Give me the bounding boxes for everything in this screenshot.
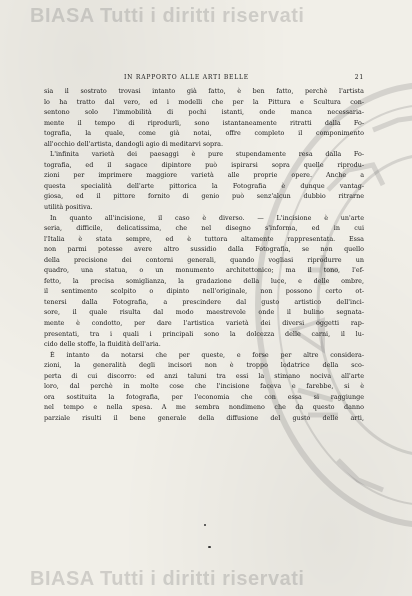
text-line: tografia, la quale, come già notai, offre completo il componimento [44, 129, 364, 138]
text-line: sia il sostrato trovasi intanto già fatto, è ben fatto, perchè l'artista [44, 87, 364, 95]
paragraph [44, 350, 364, 424]
text-line: È intanto da notarsi che per queste, e forse per altre considera- [50, 350, 364, 359]
text-line: zioni per imprimere maggiore varietà alle proprie opere. Anche a [44, 171, 364, 180]
text-line: giosa, ed il pittore fornito di genio può senz'alcun dubbio ritrarne [44, 192, 364, 201]
body-text [44, 86, 364, 424]
text-line: mente è condotto, per dare l'artistica varietà dei diversi oggetti rap- [44, 319, 364, 328]
text-line: perta di cui discorro: ed anzi taluni tra essi la stimano nociva all'arte [44, 371, 364, 380]
text-line: utilità positiva. [44, 203, 93, 212]
paragraph [44, 149, 364, 212]
text-line: non parmi potesse avere altro sussidio dalla Fotografia, se non quello [44, 245, 364, 254]
text-line: questa specialità dell'arte pittorica la Fotografia è dunque vantag- [44, 181, 364, 190]
text-line: l'Italia è stata sempre, ed è tuttora altamente rappresentata. Essa [44, 234, 364, 243]
text-line: lo ha tratto dal vero, ed i modelli che per la Pittura e Scultura con- [44, 97, 364, 106]
watermark-top: BIASA Tutti i diritti riservati [30, 5, 305, 27]
text-line: quadro, una statua, o un monumento architettonico; ma il tono, l'ef- [44, 266, 364, 275]
text-line: ora sostituita la fotografia, per l'economia che con essa si raggiunge [44, 392, 364, 401]
text-line: L'infinita varietà dei paesaggi è pure stupendamente resa dalla Fo- [50, 150, 364, 159]
text-line: sore, il quale risulta dal modo maestrevole onde il bulino segnata- [44, 308, 364, 317]
text-line: presentati, tra i quali i principali sono la dolcezza delle carni, il lu- [44, 329, 364, 338]
page-number: 21 [354, 74, 364, 81]
text-line: tografia, ed il sagace dipintore può ispirarsi sopra quelle riprodu- [44, 160, 364, 169]
scan-speck [204, 524, 206, 526]
running-title: IN RAPPORTO ALLE ARTI BELLE [124, 74, 249, 81]
text-line: seria, difficile, delicatissima, che nel disegno s'informa, ed in cui [44, 224, 364, 233]
scan-speck [208, 546, 211, 548]
text-line: nel tempo e nella spesa. A me sembra nondimeno che da questo danno [44, 403, 364, 412]
paragraph [44, 86, 364, 149]
text-line: sentono solo l'immobilità di pochi istanti, onde manca necessaria- [44, 108, 364, 117]
text-line: zioni, la generalità degli incisori non è troppo lodatrice della sco- [44, 361, 364, 370]
text-line: loro, dal perchè in molte cose che l'incisione faceva e farebbe, si è [44, 382, 364, 391]
text-line: tenersi dalla Fotografia, a prescindere dal gusto artistico dell'inci- [44, 297, 364, 306]
text-line: all'occhio dell'artista, dandogli agio di meditarvi sopra. [44, 139, 223, 148]
text-line: fetto, la precisa somiglianza, la gradazione della luce, e delle ombre, [44, 276, 364, 285]
text-line: In quanto all'incisione, il caso è diverso. — L'incisione è un'arte [50, 213, 364, 222]
text-line: della precisione dei contorni generali, quando vogliasi riprodurre un [44, 255, 364, 264]
watermark-bottom: BIASA Tutti i diritti riservati [30, 568, 305, 590]
text-line: mente il tempo di riprodurli, sono istantaneamente ritratti dalla Fo- [44, 118, 364, 127]
text-line: parziale risulti il bene generale della diffusione del gusto delle arti, [44, 413, 364, 422]
text-line: cido delle stoffe, la fluidità dell'aria. [44, 340, 161, 349]
paragraph [44, 213, 364, 350]
text-line: il sentimento scolpito o dipinto nell'originale, non possono certo ot- [44, 287, 364, 296]
